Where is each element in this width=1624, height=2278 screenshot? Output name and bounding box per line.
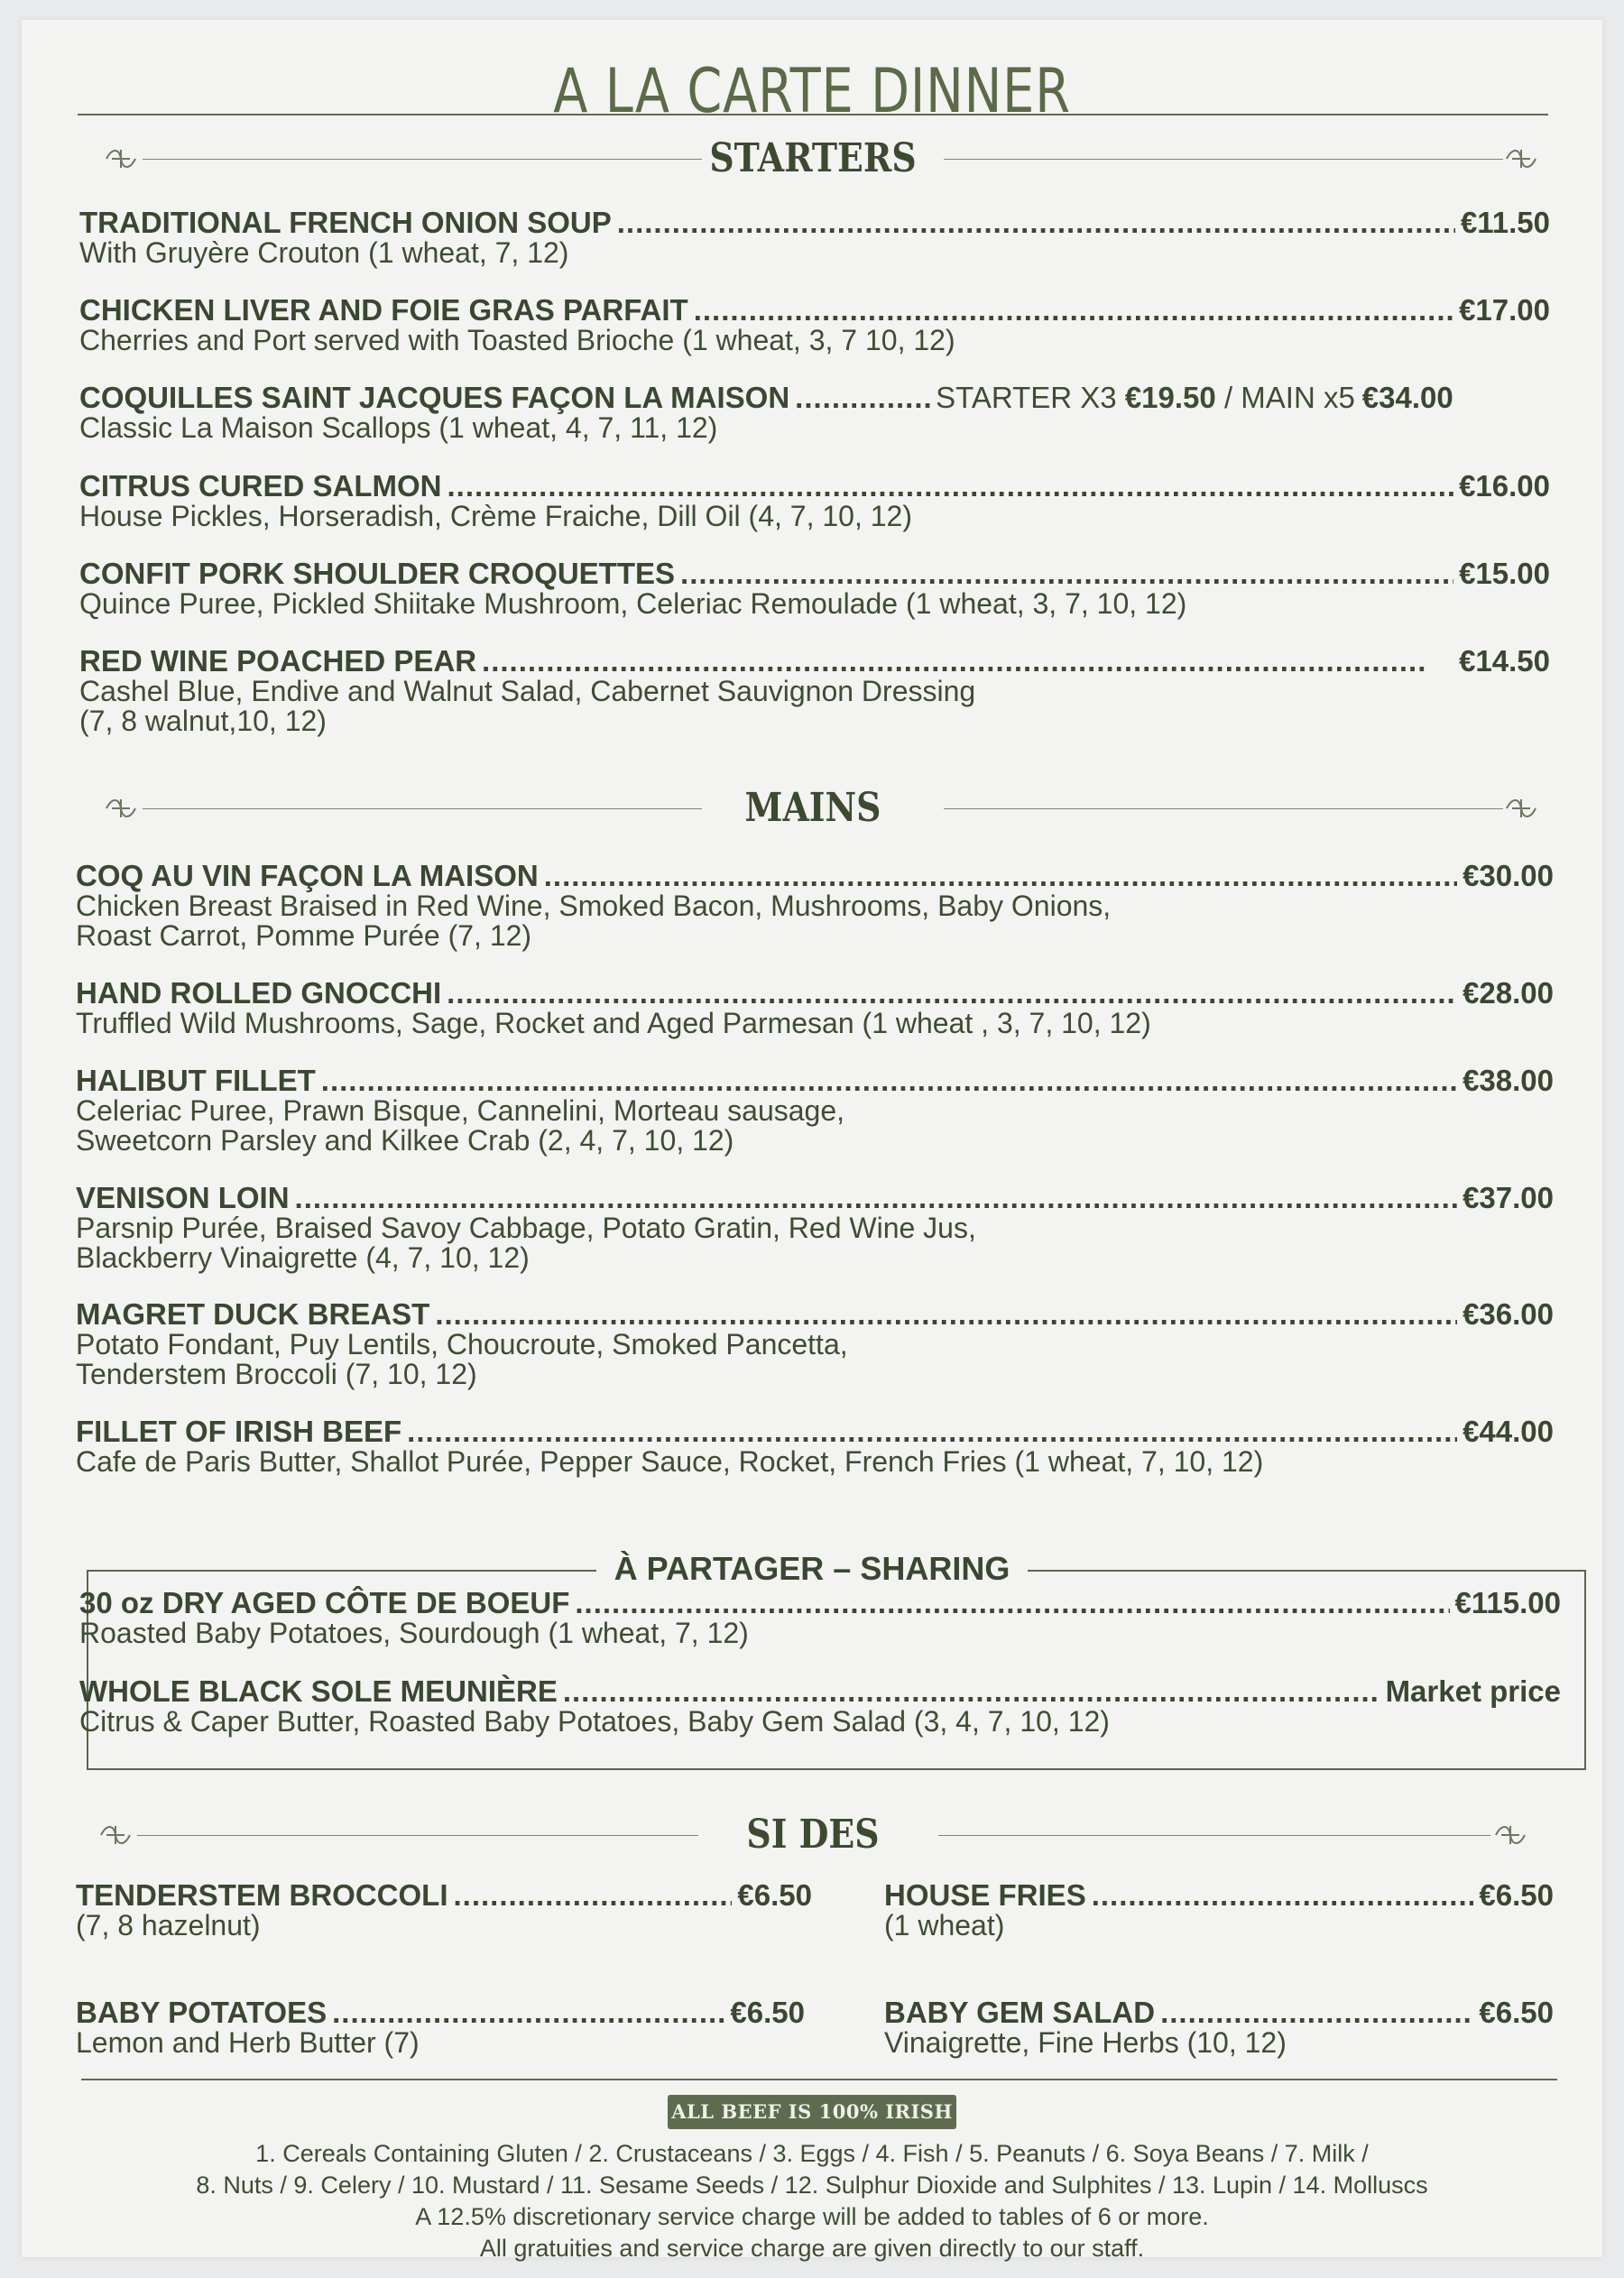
menu-item bbox=[76, 1416, 1554, 1477]
item-name: 30 oz DRY AGED CÔTE DE BOEUF bbox=[79, 1586, 570, 1619]
section-heading-mains bbox=[78, 781, 1548, 835]
page-title: A LA CARTE DINNER bbox=[553, 56, 1071, 127]
flourish-left-icon bbox=[97, 1821, 134, 1849]
item-description: Chicken Breast Braised in Red Wine, Smoked Bacon, Mushrooms, Baby Onions, bbox=[76, 890, 1112, 922]
menu-item bbox=[79, 471, 1550, 531]
item-name: COQUILLES SAINT JACQUES FAÇON LA MAISON bbox=[79, 381, 790, 414]
item-description: Cashel Blue, Endive and Walnut Salad, Cabernet Sauvignon Dressing bbox=[79, 675, 976, 707]
item-description: Classic La Maison Scallops (1 wheat, 4, 7, 11, 12) bbox=[79, 411, 718, 444]
item-price: €37.00 bbox=[1463, 1181, 1554, 1214]
item-price: €6.50 bbox=[1479, 1878, 1554, 1912]
item-price: €115.00 bbox=[1454, 1586, 1561, 1619]
menu-item bbox=[76, 861, 1554, 951]
menu-item bbox=[79, 558, 1550, 619]
menu-item bbox=[79, 646, 1550, 736]
item-description: (1 wheat) bbox=[884, 1909, 1005, 1941]
item-description: (7, 8 hazelnut) bbox=[76, 1909, 261, 1941]
item-name: VENISON LOIN bbox=[76, 1181, 290, 1214]
flourish-left-icon bbox=[103, 144, 139, 173]
item-name: COQ AU VIN FAÇON LA MAISON bbox=[76, 859, 539, 892]
menu-item bbox=[76, 1997, 805, 2058]
item-name: TENDERSTEM BROCCOLI bbox=[76, 1878, 448, 1912]
starter-option: STARTER X3 €19.50 / MAIN x5 bbox=[936, 381, 1355, 414]
menu-item bbox=[76, 1880, 812, 1941]
item-name: FILLET OF IRISH BEEF bbox=[76, 1415, 402, 1448]
item-description: Parsnip Purée, Braised Savoy Cabbage, Potato Gratin, Red Wine Jus, bbox=[76, 1212, 976, 1244]
section-title: STARTERS bbox=[709, 135, 917, 181]
menu-item bbox=[76, 1065, 1554, 1156]
section-heading-sharing bbox=[22, 1546, 1602, 1591]
item-price: Market price bbox=[1385, 1674, 1561, 1708]
menu-item bbox=[76, 1299, 1554, 1389]
item-name: CHICKEN LIVER AND FOIE GRAS PARFAIT bbox=[79, 293, 688, 327]
item-name: CONFIT PORK SHOULDER CROQUETTES bbox=[79, 557, 676, 590]
irish-beef-badge: ALL BEEF IS 100% IRISH bbox=[668, 2095, 956, 2129]
item-name: WHOLE BLACK SOLE MEUNIÈRE bbox=[79, 1674, 558, 1708]
item-price: €38.00 bbox=[1463, 1064, 1554, 1097]
flourish-left-icon bbox=[103, 794, 139, 823]
item-description: Sweetcorn Parsley and Kilkee Crab (2, 4, 7, 10, 12) bbox=[76, 1124, 734, 1157]
item-name: HALIBUT FILLET bbox=[76, 1064, 316, 1097]
menu-item bbox=[79, 295, 1550, 355]
flourish-right-icon bbox=[1492, 1821, 1528, 1849]
gratuities-note: All gratuities and service charge are given directly to our staff. bbox=[479, 2235, 1145, 2262]
item-price: €15.00 bbox=[1459, 557, 1550, 590]
item-price: €36.00 bbox=[1463, 1297, 1554, 1331]
menu-item bbox=[79, 208, 1550, 268]
item-description: Roasted Baby Potatoes, Sourdough (1 wheat, 7, 12) bbox=[79, 1617, 749, 1649]
title-divider bbox=[78, 114, 1548, 115]
menu-item bbox=[79, 1676, 1561, 1737]
item-price: €34.00 bbox=[1361, 381, 1453, 414]
item-description: Cherries and Port served with Toasted Brioche (1 wheat, 3, 7 10, 12) bbox=[79, 324, 955, 356]
flourish-right-icon bbox=[1503, 794, 1539, 823]
menu-item bbox=[79, 383, 1550, 443]
menu-item bbox=[884, 1880, 1554, 1941]
item-price: €14.50 bbox=[1459, 644, 1550, 678]
flourish-right-icon bbox=[1503, 144, 1539, 173]
section-title: SI DES bbox=[746, 1812, 880, 1858]
item-price: €6.50 bbox=[730, 1996, 805, 2029]
item-name: HAND ROLLED GNOCCHI bbox=[76, 976, 442, 1010]
item-description: Quince Puree, Pickled Shiitake Mushroom, Celeriac Remoulade (1 wheat, 3, 7, 10, 12) bbox=[79, 587, 1187, 620]
menu-page bbox=[22, 20, 1602, 2262]
item-price: €16.00 bbox=[1459, 469, 1550, 503]
item-description: House Pickles, Horseradish, Crème Fraiche, Dill Oil (4, 7, 10, 12) bbox=[79, 500, 912, 532]
section-heading-sides bbox=[78, 1808, 1548, 1862]
item-description: (7, 8 walnut,10, 12) bbox=[79, 705, 327, 737]
item-name: RED WINE POACHED PEAR bbox=[79, 644, 477, 678]
item-description: Roast Carrot, Pomme Purée (7, 12) bbox=[76, 919, 532, 952]
menu-item bbox=[76, 1183, 1554, 1273]
item-description: Truffled Wild Mushrooms, Sage, Rocket and Aged Parmesan (1 wheat , 3, 7, 10, 12) bbox=[76, 1007, 1151, 1039]
allergen-list-line: 1. Cereals Containing Gluten / 2. Crustaceans / 3. Eggs / 4. Fish / 5. Peanuts / 6. Soya Beans / 7. Milk / bbox=[255, 2140, 1369, 2167]
item-name: BABY GEM SALAD bbox=[884, 1996, 1156, 2029]
section-title: À PARTAGER – SHARING bbox=[596, 1546, 1029, 1591]
menu-item bbox=[76, 978, 1554, 1038]
service-charge-note: A 12.5% discretionary service charge will be added to tables of 6 or more. bbox=[415, 2203, 1209, 2230]
item-description: Vinaigrette, Fine Herbs (10, 12) bbox=[884, 2026, 1287, 2059]
menu-item bbox=[884, 1997, 1554, 2058]
item-name: BABY POTATOES bbox=[76, 1996, 328, 2029]
allergen-list-line: 8. Nuts / 9. Celery / 10. Mustard / 11. Sesame Seeds / 12. Sulphur Dioxide and Sulphites / 13. Lupin / 14. Molluscs bbox=[196, 2172, 1428, 2199]
menu-item bbox=[79, 1588, 1561, 1648]
section-title: MAINS bbox=[744, 785, 881, 831]
item-price: €28.00 bbox=[1463, 976, 1554, 1010]
item-description: With Gruyère Crouton (1 wheat, 7, 12) bbox=[79, 236, 569, 269]
item-description: Potato Fondant, Puy Lentils, Choucroute, Smoked Pancetta, bbox=[76, 1328, 848, 1360]
item-description: Citrus & Caper Butter, Roasted Baby Potatoes, Baby Gem Salad (3, 4, 7, 10, 12) bbox=[79, 1705, 1110, 1738]
item-description: Lemon and Herb Butter (7) bbox=[76, 2026, 420, 2059]
item-name: HOUSE FRIES bbox=[884, 1878, 1086, 1912]
item-description: Cafe de Paris Butter, Shallot Purée, Pepper Sauce, Rocket, French Fries (1 wheat, 7, 10, 12) bbox=[76, 1445, 1264, 1478]
footer-divider bbox=[81, 2079, 1557, 2080]
item-name: MAGRET DUCK BREAST bbox=[76, 1297, 430, 1331]
item-description: Celeriac Puree, Prawn Bisque, Cannelini, Morteau sausage, bbox=[76, 1094, 845, 1127]
section-heading-starters bbox=[78, 132, 1548, 186]
item-price: €44.00 bbox=[1463, 1415, 1554, 1448]
item-description: Tenderstem Broccoli (7, 10, 12) bbox=[76, 1358, 477, 1390]
item-name: CITRUS CURED SALMON bbox=[79, 469, 442, 503]
item-name: TRADITIONAL FRENCH ONION SOUP bbox=[79, 206, 612, 239]
item-price: €11.50 bbox=[1460, 206, 1550, 239]
item-price: €17.00 bbox=[1459, 293, 1550, 327]
item-price: €30.00 bbox=[1463, 859, 1554, 892]
item-price: €6.50 bbox=[1479, 1996, 1554, 2029]
item-description: Blackberry Vinaigrette (4, 7, 10, 12) bbox=[76, 1241, 530, 1274]
item-price: €6.50 bbox=[737, 1878, 812, 1912]
